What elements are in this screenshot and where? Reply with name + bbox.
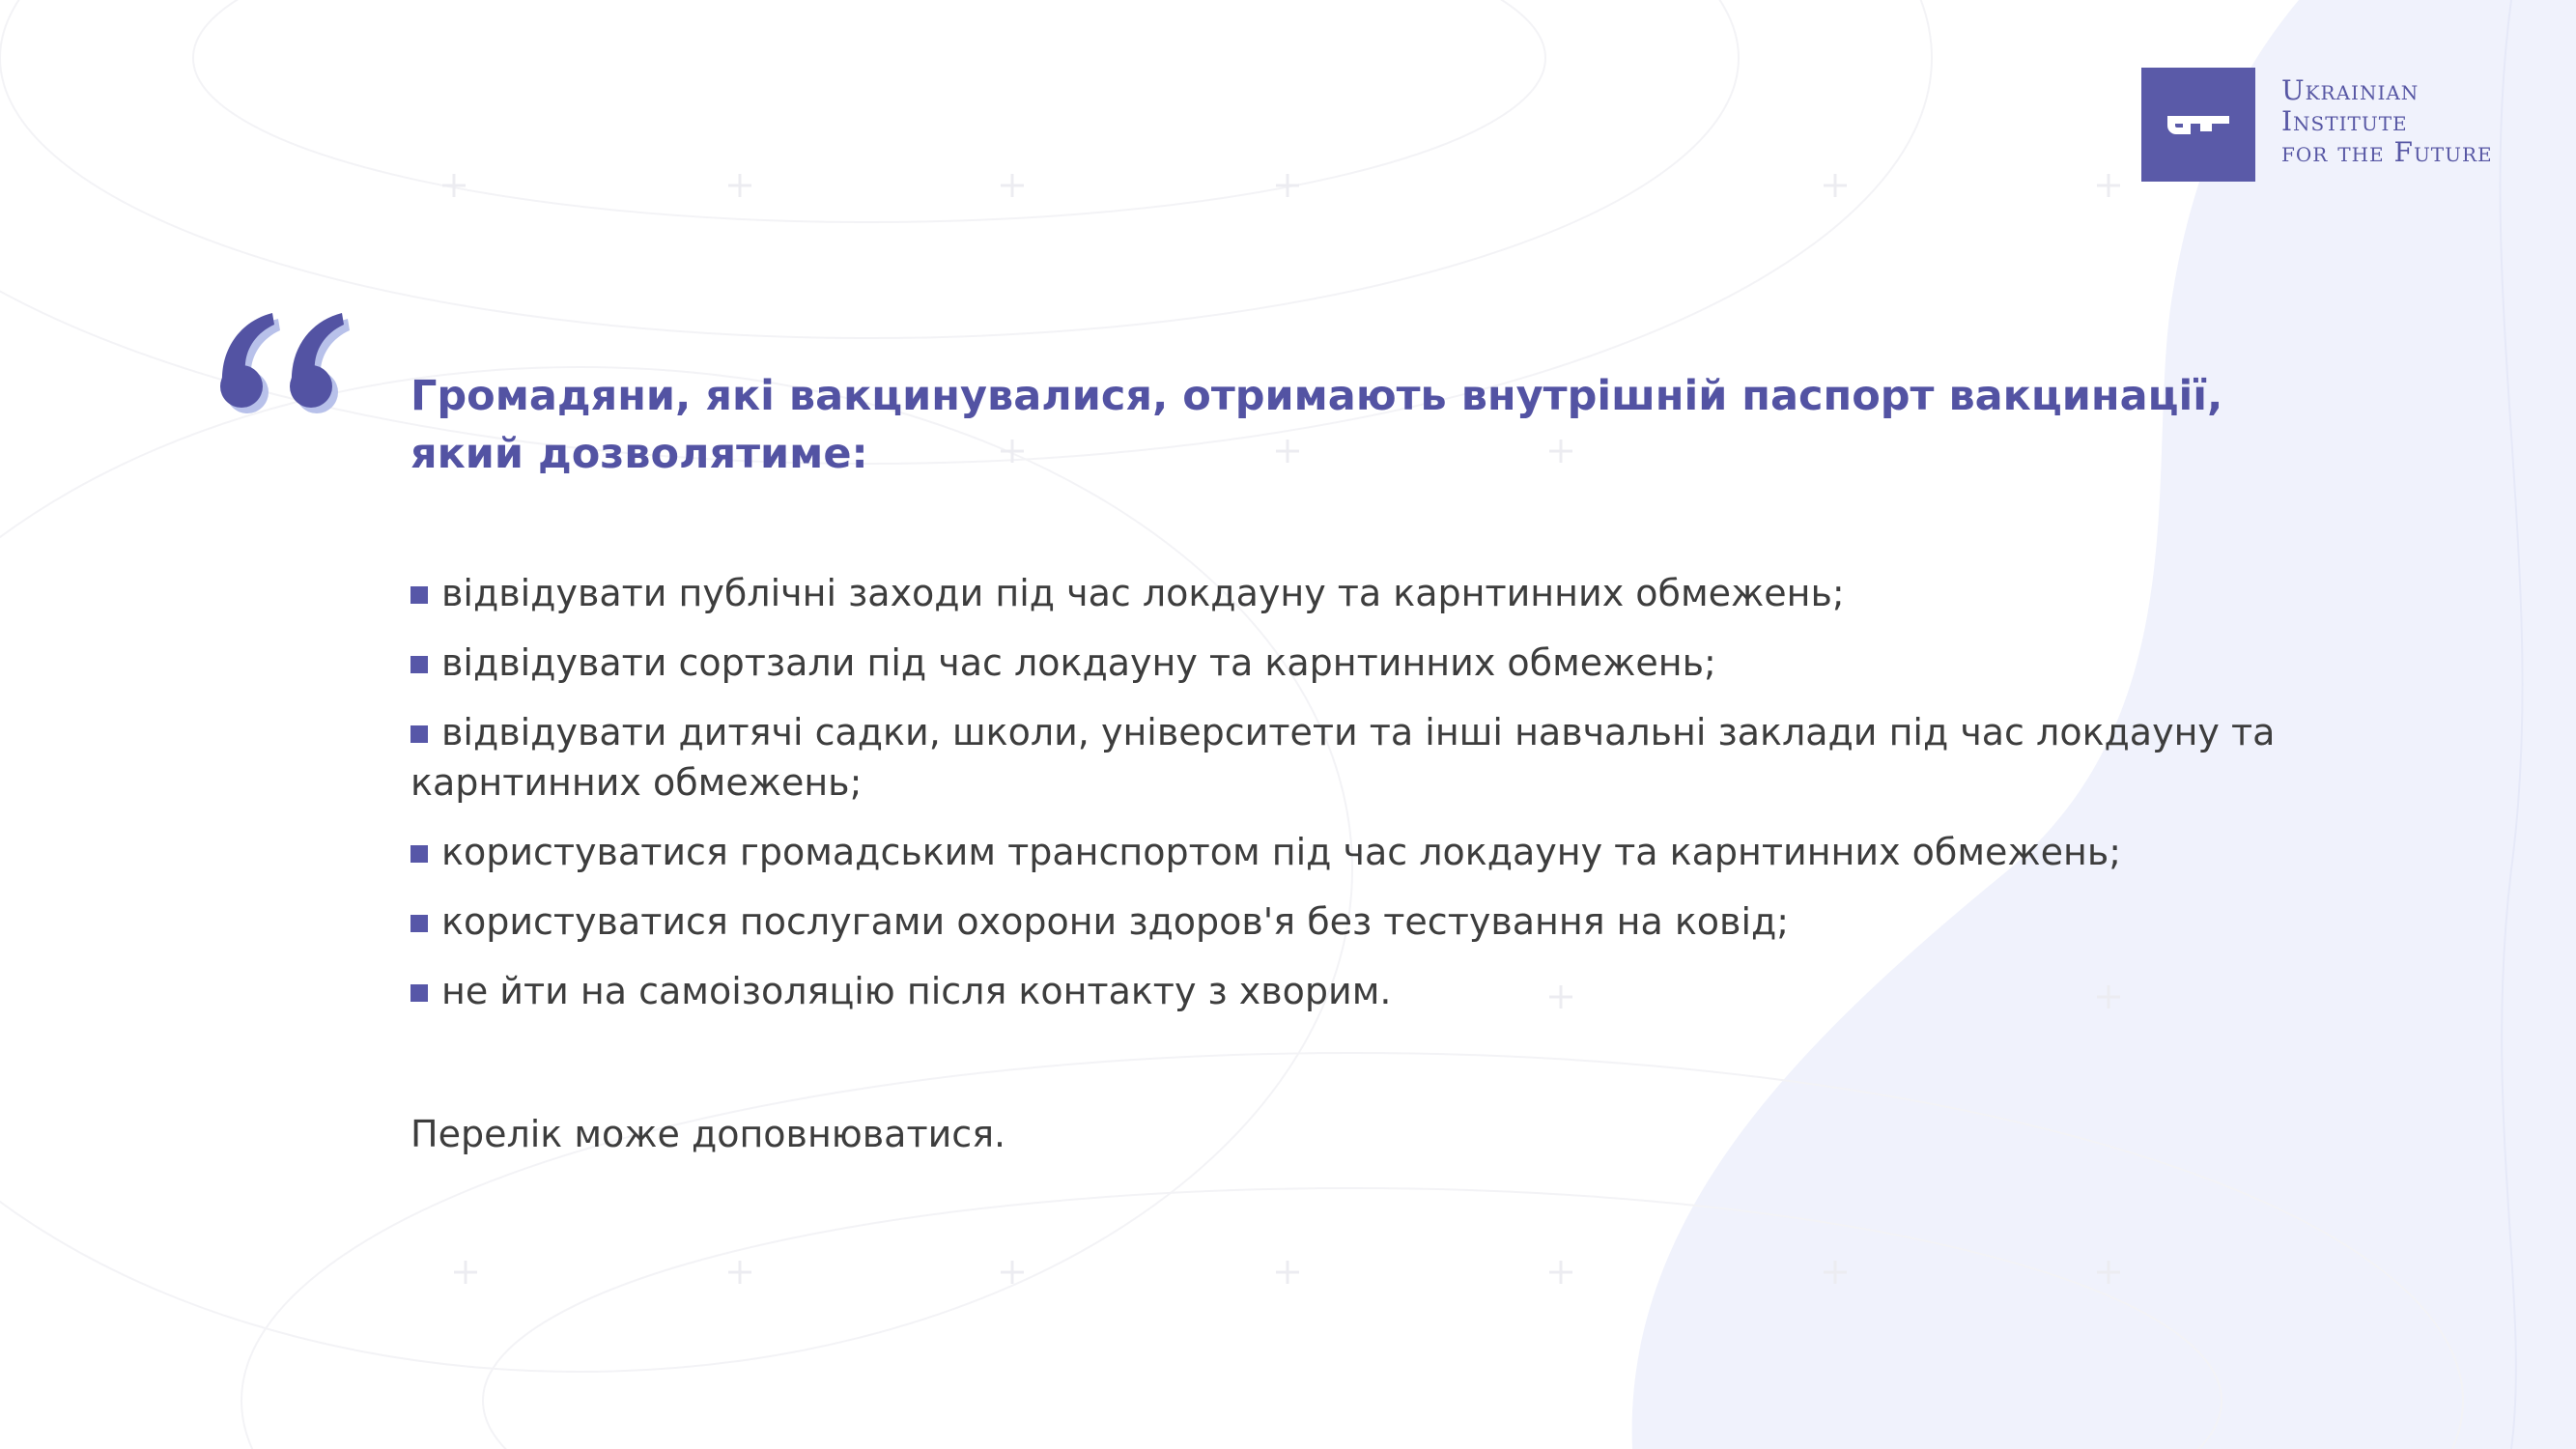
list-item [410,568,2294,618]
square-bullet-icon [410,984,428,1002]
list-item-text: не йти на самоізоляцію після контакту з хворим. [441,970,1392,1012]
brand-logo [2141,68,2493,182]
brand-name [2281,75,2493,168]
benefits-list [410,568,2294,1036]
list-item-text: користуватися послугами охорони здоров'я без тестування на ковід; [441,900,1790,943]
square-bullet-icon [410,656,428,673]
list-item [410,827,2294,877]
list-item-text: відвідувати дитячі садки, школи, університети та інші навчальні заклади під час локдауну та карнтинних обмежень; [410,711,2276,804]
brand-line-3: for the Future [2281,136,2493,168]
brand-line-2: Institute [2281,105,2408,137]
key-icon [2162,110,2235,139]
list-item [410,638,2294,688]
list-item-text: відвідувати сортзали під час локдауну та карнтинних обмежень; [441,641,1716,684]
brand-line-1: Ukrainian [2281,74,2420,106]
list-item [410,707,2294,808]
list-item [410,966,2294,1016]
quote-heading: Громадяни, які вакцинувалися, отримають внутрішній паспорт вакцинації, який дозволятиме: [410,372,2223,478]
square-bullet-icon [410,725,428,743]
quote-icon [212,309,357,430]
square-bullet-icon [410,915,428,932]
list-item [410,896,2294,947]
square-bullet-icon [410,845,428,863]
square-bullet-icon [410,586,428,604]
logo-mark [2141,68,2255,182]
list-note: Перелік може доповнюватися. [410,1113,1006,1155]
list-item-text: користуватися громадським транспортом під час локдауну та карнтинних обмежень; [441,831,2122,873]
list-item-text: відвідувати публічні заходи під час локдауну та карнтинних обмежень; [441,572,1845,614]
